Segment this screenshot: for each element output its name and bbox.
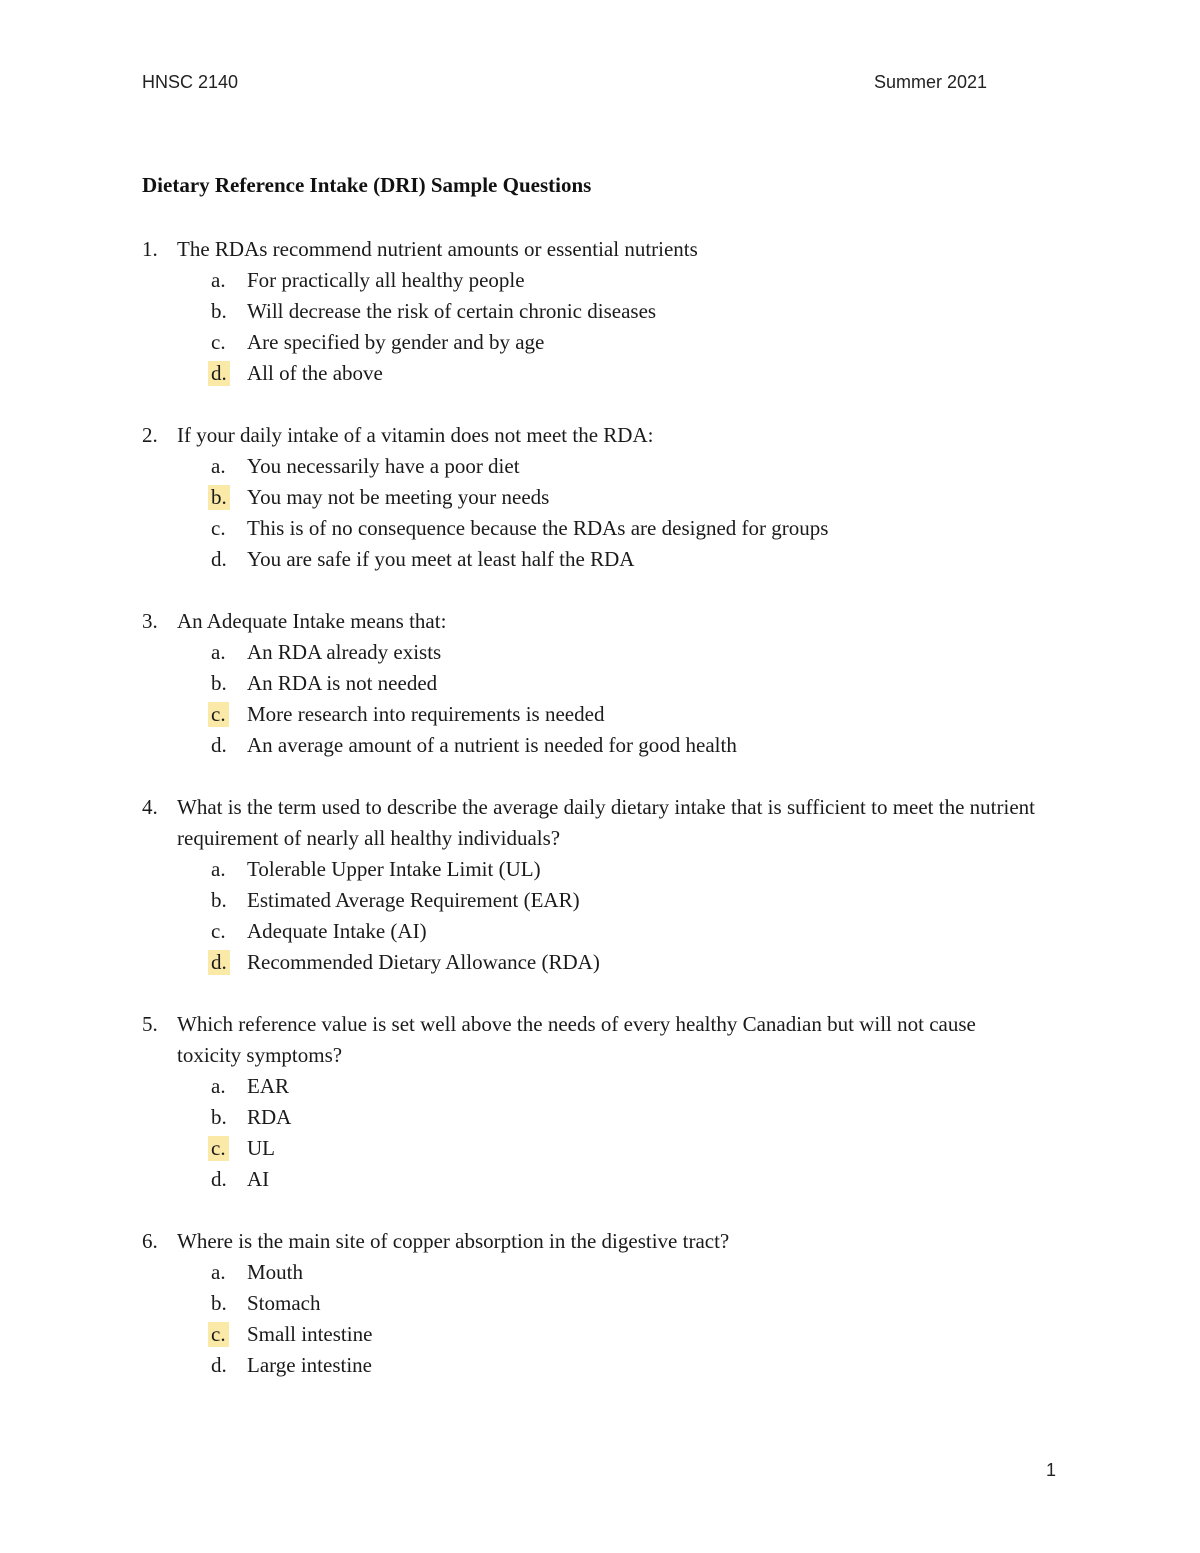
answer-option — [0, 1288, 1200, 1319]
option-text: This is of no consequence because the RDAs are designed for groups — [247, 516, 829, 540]
question-text: What is the term used to describe the average daily dietary intake that is sufficient to meet the nutrient requirement of nearly all healthy individuals? — [177, 795, 1035, 850]
question-number: 6. — [142, 1229, 158, 1253]
question-5 — [0, 1009, 1200, 1195]
option-text: Will decrease the risk of certain chronic diseases — [247, 299, 657, 323]
answer-option — [0, 1350, 1200, 1381]
option-text: Stomach — [247, 1291, 321, 1315]
answer-option — [0, 265, 1200, 296]
question-number: 5. — [142, 1012, 158, 1036]
question-list — [0, 234, 1200, 1412]
question-number: 3. — [142, 609, 158, 633]
question-number: 1. — [142, 237, 158, 261]
answer-option — [0, 916, 1200, 947]
answer-option — [0, 1071, 1200, 1102]
answer-option — [0, 1133, 1200, 1164]
option-letter: a. — [211, 1260, 226, 1284]
correct-answer-letter: c. — [208, 1136, 229, 1161]
correct-answer-letter: c. — [208, 702, 229, 727]
answer-option — [0, 1319, 1200, 1350]
option-text: An RDA is not needed — [247, 671, 438, 695]
question-text: The RDAs recommend nutrient amounts or essential nutrients — [177, 237, 698, 261]
option-letter: a. — [211, 454, 226, 478]
option-letter: b. — [211, 1105, 227, 1129]
answer-option — [0, 482, 1200, 513]
option-text: Adequate Intake (AI) — [247, 919, 427, 943]
option-letter: a. — [211, 640, 226, 664]
answer-option — [0, 544, 1200, 575]
option-letter: c. — [211, 516, 226, 540]
option-text: An average amount of a nutrient is needed for good health — [247, 733, 737, 757]
answer-option — [0, 327, 1200, 358]
question-stem — [0, 1226, 1037, 1257]
question-stem — [0, 606, 1037, 637]
answer-option — [0, 1102, 1200, 1133]
question-1 — [0, 234, 1200, 389]
option-letter: a. — [211, 268, 226, 292]
header-course: HNSC 2140 — [142, 72, 239, 92]
page-number: 1 — [1046, 1460, 1057, 1480]
answer-option — [0, 885, 1200, 916]
answer-option — [0, 668, 1200, 699]
option-text: Recommended Dietary Allowance (RDA) — [247, 950, 600, 974]
answer-option — [0, 451, 1200, 482]
option-letter: b. — [211, 888, 227, 912]
question-text: If your daily intake of a vitamin does not meet the RDA: — [177, 423, 654, 447]
option-letter: d. — [211, 1353, 227, 1377]
option-letter: c. — [211, 330, 226, 354]
question-number: 4. — [142, 795, 158, 819]
answer-option — [0, 296, 1200, 327]
answer-option — [0, 730, 1200, 761]
answer-option — [0, 1257, 1200, 1288]
question-stem — [0, 420, 1037, 451]
answer-option — [0, 637, 1200, 668]
question-6 — [0, 1226, 1200, 1381]
option-letter: d. — [211, 733, 227, 757]
option-text: You necessarily have a poor diet — [247, 454, 520, 478]
question-stem — [0, 1009, 1037, 1071]
question-stem — [0, 234, 1037, 265]
option-letter: b. — [211, 1291, 227, 1315]
option-text: Small intestine — [247, 1322, 373, 1346]
option-text: Tolerable Upper Intake Limit (UL) — [247, 857, 541, 881]
correct-answer-letter: c. — [208, 1322, 229, 1347]
option-letter: d. — [211, 1167, 227, 1191]
question-text: Which reference value is set well above the needs of every healthy Canadian but will not cause toxicity symptoms? — [177, 1012, 976, 1067]
option-text: You are safe if you meet at least half the RDA — [247, 547, 635, 571]
option-text: EAR — [247, 1074, 289, 1098]
correct-answer-letter: d. — [208, 950, 230, 975]
option-text: Mouth — [247, 1260, 304, 1284]
option-letter: a. — [211, 1074, 226, 1098]
correct-answer-letter: b. — [208, 485, 230, 510]
question-4 — [0, 792, 1200, 978]
option-text: UL — [247, 1136, 275, 1160]
option-letter: b. — [211, 299, 227, 323]
option-letter: b. — [211, 671, 227, 695]
answer-option — [0, 854, 1200, 885]
question-number: 2. — [142, 423, 158, 447]
option-text: Are specified by gender and by age — [247, 330, 545, 354]
answer-option — [0, 513, 1200, 544]
option-letter: a. — [211, 857, 226, 881]
option-letter: c. — [211, 919, 226, 943]
option-text: Estimated Average Requirement (EAR) — [247, 888, 580, 912]
option-letter: d. — [211, 547, 227, 571]
option-text: You may not be meeting your needs — [247, 485, 550, 509]
option-text: RDA — [247, 1105, 292, 1129]
option-text: An RDA already exists — [247, 640, 442, 664]
question-3 — [0, 606, 1200, 761]
answer-option — [0, 947, 1200, 978]
option-text: AI — [247, 1167, 270, 1191]
question-text: An Adequate Intake means that: — [177, 609, 447, 633]
correct-answer-letter: d. — [208, 361, 230, 386]
option-text: For practically all healthy people — [247, 268, 525, 292]
question-stem — [0, 792, 1037, 854]
question-2 — [0, 420, 1200, 575]
answer-option — [0, 358, 1200, 389]
option-text: Large intestine — [247, 1353, 372, 1377]
document-title: Dietary Reference Intake (DRI) Sample Questions — [142, 173, 592, 197]
header-term: Summer 2021 — [873, 72, 987, 92]
option-text: More research into requirements is needed — [247, 702, 605, 726]
option-text: All of the above — [247, 361, 383, 385]
answer-option — [0, 1164, 1200, 1195]
answer-option — [0, 699, 1200, 730]
question-text: Where is the main site of copper absorption in the digestive tract? — [177, 1229, 730, 1253]
